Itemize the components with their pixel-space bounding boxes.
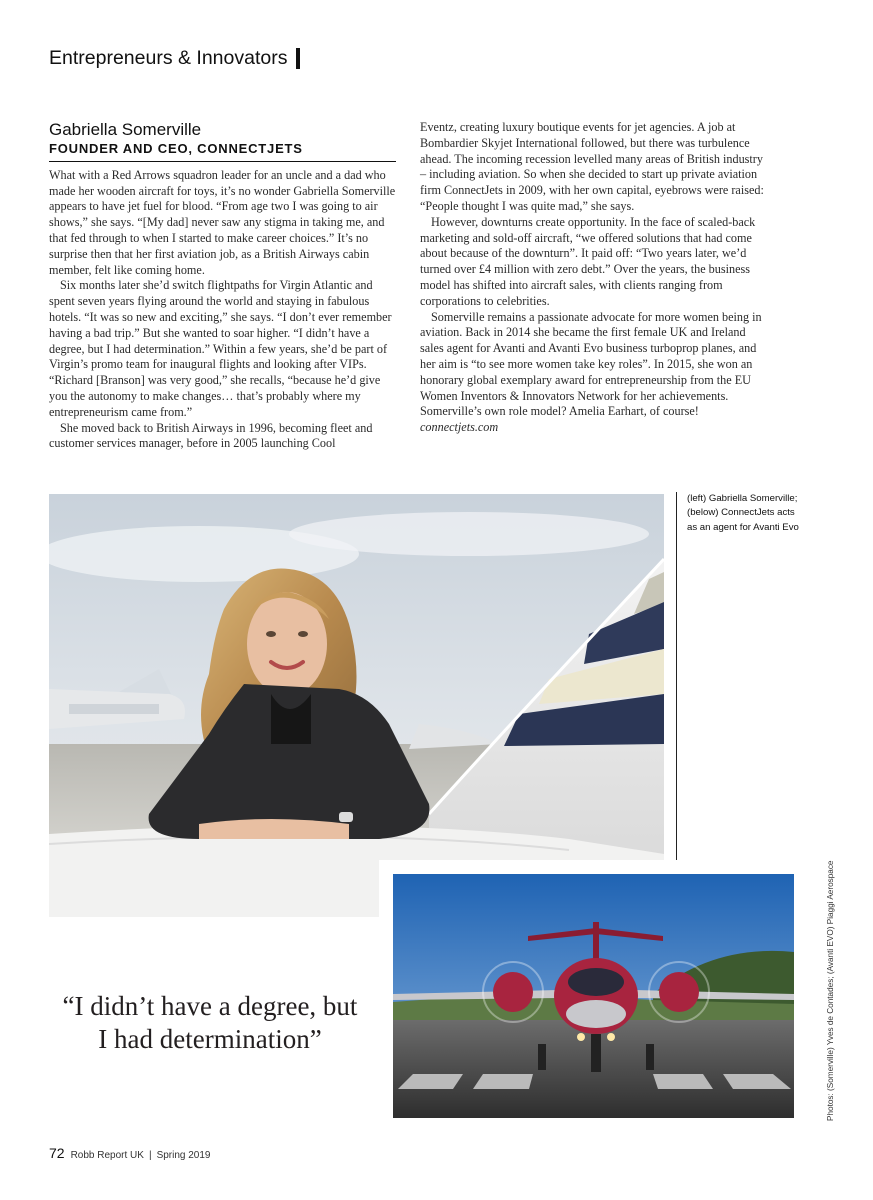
section-header bbox=[49, 47, 300, 70]
article-paragraph: Eventz, creating luxury boutique events for jet agencies. A job at Bombardier Skyjet International followed, but there was turbulence ahead. The incoming recession levelled many areas of British industry – including aviation. So when she decided to start up private aviation firm ConnectJets in 2009, with her own capital, eyebrows were raised: “People thought I was quite mad,” she says. bbox=[420, 120, 764, 213]
article-paragraph: Six months later she’d switch flightpaths for Virgin Atlantic and spent seven years flying around the world and staying in fabulous hotels. “It was so new and exciting,” she says. “I don’t ever remember having a bad trip.” But she wanted to soar higher. “I didn’t have a degree, but I had determination.” Within a few years, she’d be part of Virgin’s promo team for inaugural flights and looking after VIPs. “Richard [Branson] was very good,” she recalls, “because he’d give you the autonomy to make changes… that’s probably where my entrepreneurism came from.” bbox=[49, 278, 392, 419]
byline bbox=[49, 120, 396, 162]
article-column-right bbox=[420, 120, 767, 436]
article-column-left bbox=[49, 120, 396, 452]
photo-caption: (left) Gabriella Somerville; (below) ConnectJets acts as an agent for Avanti Evo bbox=[687, 493, 799, 533]
aircraft-illustration bbox=[393, 874, 794, 1118]
portrait-photo bbox=[49, 494, 664, 917]
article-paragraph: What with a Red Arrows squadron leader for an uncle and a dad who made her wooden aircraft for toys, it’s no wonder Gabriella Somerville appears to have jet fuel for blood. “From age two I was going to air shows,” she says. “[My dad] never saw any stigma in taking me, and that fed through to when I started to make career choices.” It’s no surprise then that her first aviation job, as a British Airways cabin member, felt like coming home. bbox=[49, 167, 396, 277]
footer-separator: | bbox=[148, 1150, 152, 1161]
portrait-illustration bbox=[49, 494, 664, 917]
section-marker bbox=[296, 48, 300, 69]
article-paragraph: Somerville remains a passionate advocate for more women being in aviation. Back in 2014 she became the first female UK and Ireland sales agent for Avanti and Avanti Evo business turboprop planes, and her aim is “to see more women take key roles”. In 2015, she won an honorary global exemplary award for entrepreneurship from the EU Women Inventors & Innovators Network for her achievements. Somerville’s own role model? Amelia Earhart, of course! bbox=[420, 309, 762, 419]
page-number: 72 bbox=[49, 1145, 65, 1161]
publication-name: Robb Report UK bbox=[70, 1150, 144, 1161]
caption-divider bbox=[676, 492, 677, 862]
article-paragraph: However, downturns create opportunity. In the face of scaled-back marketing and sold-off aircraft, “we offered solutions that had come about because of the downturn”. It paid off: “Two years later, we’d turned over £4 million with zero debt.” Over the years, the business model has shifted into aircraft sales, with clients ranging from corporations to celebrities. bbox=[420, 214, 756, 308]
profile-role: FOUNDER AND CEO, CONNECTJETS bbox=[49, 141, 303, 156]
section-title: Entrepreneurs & Innovators bbox=[49, 47, 288, 69]
profile-name: Gabriella Somerville bbox=[49, 120, 202, 139]
website-link[interactable]: connectjets.com bbox=[420, 420, 499, 435]
page-footer bbox=[49, 1145, 211, 1161]
photo-credit: Photos: (Somerville) Yves de Contades; (Avanti EVO) Piaggi Aerospace bbox=[826, 860, 835, 1121]
article-paragraph: She moved back to British Airways in 1996, becoming fleet and customer services manager, before in 2005 launching Cool bbox=[49, 420, 373, 451]
pull-quote: “I didn’t have a degree, but I had determination” bbox=[62, 991, 358, 1054]
issue-date: Spring 2019 bbox=[156, 1150, 211, 1161]
aircraft-photo bbox=[393, 874, 794, 1118]
